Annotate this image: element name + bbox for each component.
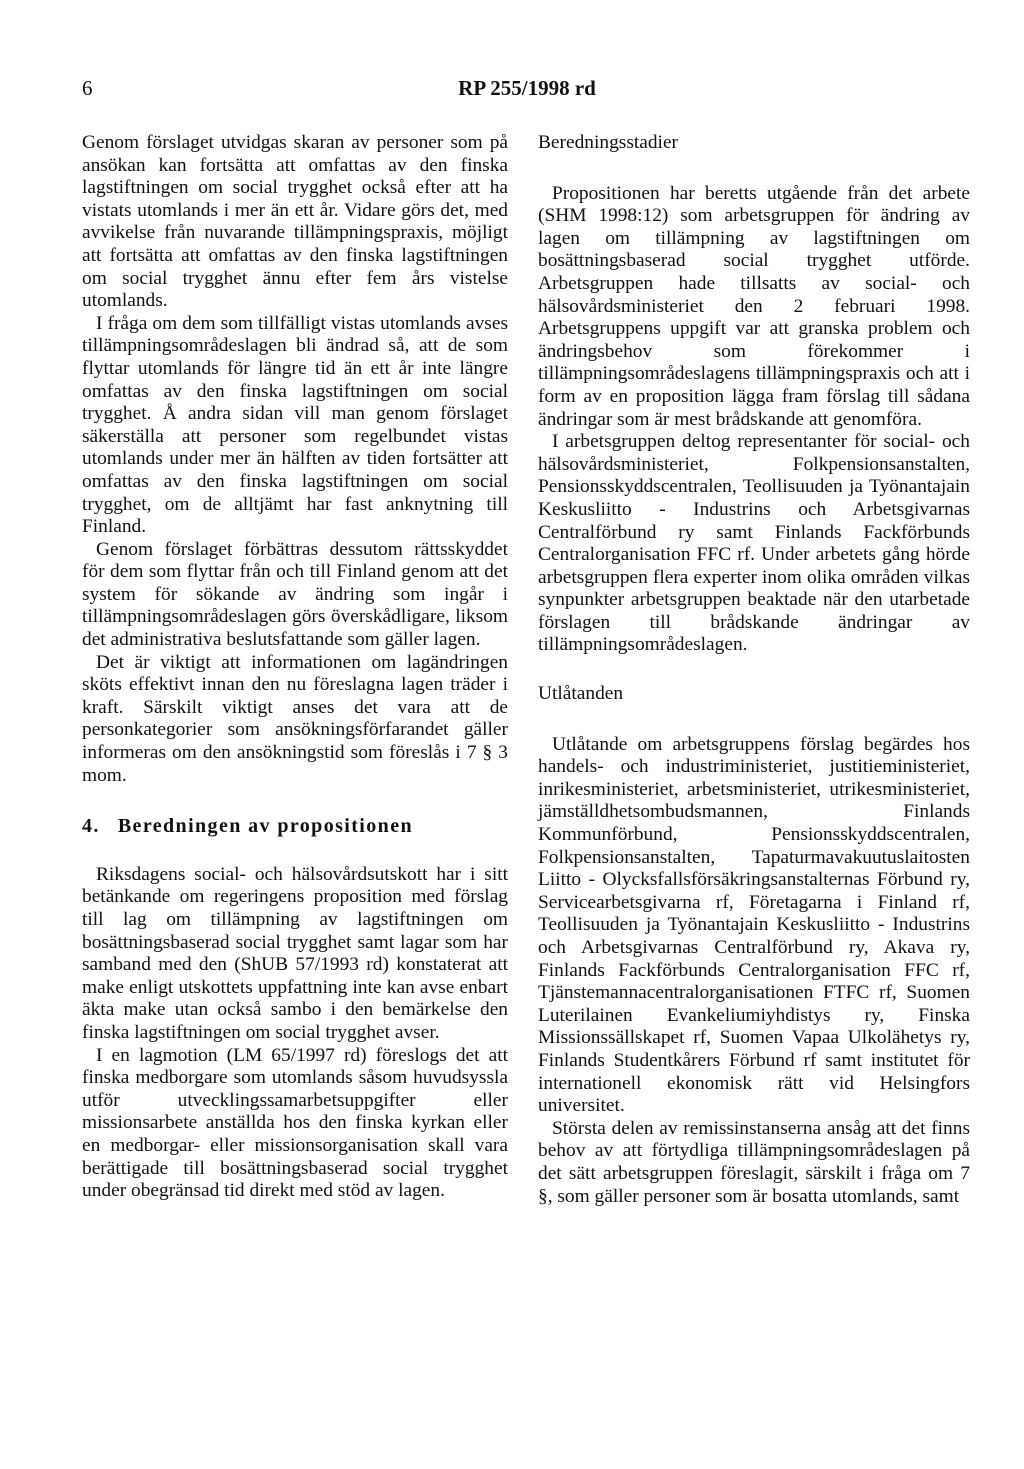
document-id: RP 255/1998 rd <box>458 76 596 100</box>
paragraph: Genom förslaget utvidgas skaran av personer som på ansökan kan fortsätta att omfattas av den finska lagstiftningen om social trygghet också efter att ha vistats utomlands i mer än ett år. Vidare görs det, med avvikelse från nuvarande tillämpningspraxis, möjligt att fortsätta att omfattas av den finska lagstiftningen om social trygghet ännu efter fem års vistelse utomlands. <box>82 132 508 312</box>
section-title: Beredningen av propositionen <box>117 815 413 838</box>
subsection-heading: Beredningsstadier <box>538 132 679 153</box>
paragraph: I en lagmotion (LM 65/1997 rd) föreslogs det att finska medborgare som utomlands såsom huvudsyssla utför utvecklingssamarbetsuppgifter eller missionsarbete anställda hos den finska kyrkan eller en medborgar- eller missionsorganisation skall vara berättigade till bosättningsbaserad social trygghet under obegränsad tid direkt med stöd av lagen. <box>82 1044 508 1202</box>
page-number: 6 <box>82 76 93 100</box>
paragraph: Utlåtande om arbetsgruppens förslag begärdes hos handels- och industriministeriet, justitieministeriet, inrikesministeriet, arbetsministeriet, utrikesministeriet, jämställdhetsombudsmannen, Finlands Kommunförbund, Pensionsskyddscentralen, Folkpensionsanstalten, Tapaturmavakuutuslaitosten Liitto - Olycksfallsförsäkringsanstalternas Förbund ry, Servicearbetsgivarna rf, Företagarna i Finland rf, Teollisuuden ja Työnantajain Keskusliitto - Industrins och Arbetsgivarnas Centralförbund ry, Akava ry, Finlands Fackförbunds Centralorganisation FFC rf, Tjänstemannacentralorganisationen FTFC rf, Suomen Luterilainen Evankeliumiyhdistys ry, Finska Missionssällskapet rf, Suomen Vapaa Ulkolähetys ry, Finlands Studentkårers Förbund rf samt institutet för internationell ekonomisk rätt vid Helsingfors universitet. <box>538 733 970 1117</box>
right-column <box>538 132 970 1208</box>
paragraph: Största delen av remissinstanserna ansåg att det finns behov av att förtydliga tillämpningsområdeslagen på det sätt arbetsgruppen föreslagit, särskilt i fråga om 7 §, som gäller personer som är bosatta utomlands, samt <box>538 1117 970 1207</box>
left-column <box>82 132 508 1203</box>
paragraph: Genom förslaget förbättras dessutom rättsskyddet för dem som flyttar från och till Finland genom att det system för sökande av ändring som ingår i tillämpningsområdeslagen görs överskådligare, liksom det administrativa beslutsfattande som gäller lagen. <box>82 538 508 651</box>
section-number: 4. <box>82 815 100 838</box>
section-heading <box>82 815 508 838</box>
paragraph: I arbetsgruppen deltog representanter för social- och hälsovårdsministeriet, Folkpensionsanstalten, Pensionsskyddscentralen, Teollisuuden ja Työnantajain Keskusliitto - Industrins och Arbetsgivarnas Centralförbund ry samt Finlands Fackförbunds Centralorganisation FFC rf. Under arbetets gång hörde arbetsgruppen flera experter inom olika områden vilkas synpunkter arbetsgruppen beaktade när den utarbetade förslagen till brådskande ändringar av tillämpningsområdeslagen. <box>538 431 970 656</box>
paragraph: Det är viktigt att informationen om lagändringen sköts effektivt innan den nu föreslagna lagen träder i kraft. Särskilt viktigt anses det vara att de personkategorier som ansökningsförfarandet gäller informeras om den ansökningstid som föreslås i 7 § 3 mom. <box>82 651 508 786</box>
page-header <box>82 76 972 106</box>
subsection-heading: Utlåtanden <box>538 683 624 705</box>
paragraph: Propositionen har beretts utgående från det arbete (SHM 1998:12) som arbetsgruppen för ändring av lagen om tillämpning av lagstiftningen om bosättningsbaserad social trygghet utförde. Arbetsgruppen hade tillsatts av social- och hälsovårdsministeriet den 2 februari 1998. Arbetsgruppens uppgift var att granska problem och ändringsbehov som förekommer i tillämpningsområdeslagens tillämpningspraxis och att i form av en proposition lägga fram förslag till sådana ändringar som är mest brådskande att genomföra. <box>538 182 970 430</box>
paragraph: Riksdagens social- och hälsovårdsutskott har i sitt betänkande om regeringens proposition med förslag till lag om tillämpning av lagstiftningen om bosättningsbaserad social trygghet samt lagar som har samband med den (ShUB 57/1993 rd) konstaterat att make enligt utskottets uppfattning inte kan avse enbart äkta make utan också sambo i den bemärkelse den finska lagstiftningen om social trygghet avser. <box>82 863 508 1043</box>
paragraph: I fråga om dem som tillfälligt vistas utomlands avses tillämpningsområdeslagen bli ändrad så, att de som flyttar utomlands för längre tid än ett år inte längre omfattas av den finska lagstiftningen om social trygghet. Å andra sidan vill man genom förslaget säkerställa att personer som regelbundet vistas utomlands under mer än hälften av tiden fortsätter att omfattas av den finska lagstiftningen om social trygghet, om de alltjämt har fast anknytning till Finland. <box>82 312 508 538</box>
